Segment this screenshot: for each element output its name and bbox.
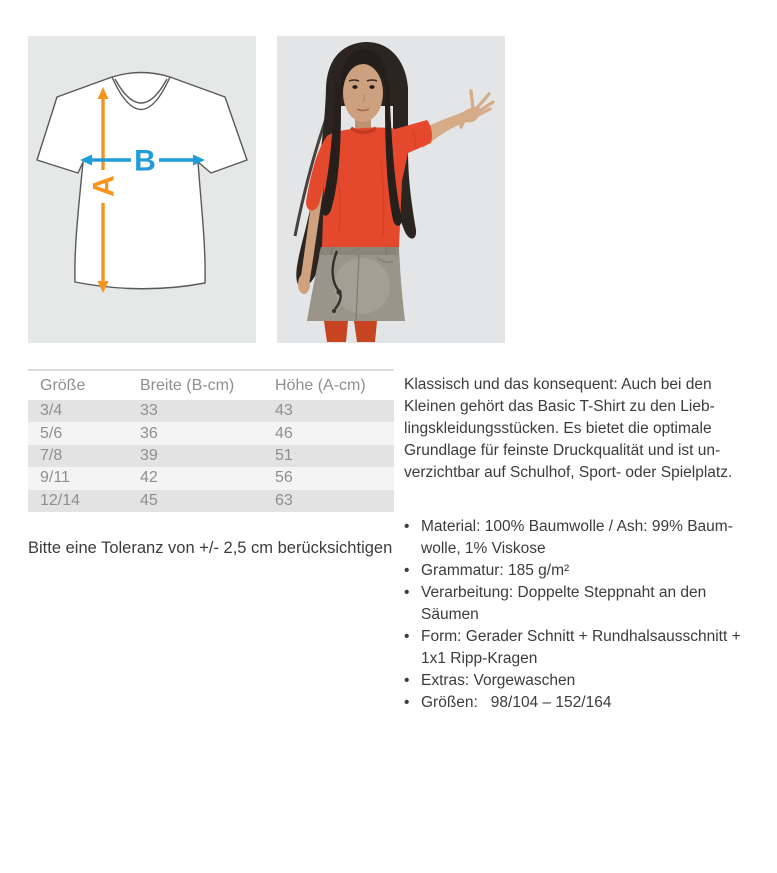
feature-extras: Extras: Vorgewaschen (421, 672, 576, 689)
model-photo-panel (277, 36, 505, 343)
bullet-marker: • (404, 562, 410, 579)
size-row (28, 490, 394, 512)
size-cell: 12/14 (40, 491, 81, 509)
height-cell: 46 (275, 424, 293, 442)
feature-shape: Form: Gerader Schnitt + Rundhalsausschnitt + 1x1 Ripp-Kragen (421, 628, 741, 667)
height-cell: 63 (275, 491, 293, 509)
bullet-marker: • (404, 672, 410, 689)
feature-item (404, 560, 749, 582)
height-cell: 51 (275, 446, 293, 464)
bullet-marker: • (404, 628, 410, 645)
size-cell: 5/6 (40, 424, 63, 442)
width-cell: 36 (140, 424, 158, 442)
dimension-label-a: A (87, 175, 121, 197)
feature-list (404, 516, 749, 714)
column-header-size: Größe (40, 376, 86, 394)
denim-skirt (307, 247, 405, 321)
size-table-section (28, 369, 394, 558)
feature-item (404, 516, 749, 560)
child-model-photo (277, 36, 505, 343)
dimension-label-b: B (134, 144, 156, 178)
size-cell: 7/8 (40, 446, 63, 464)
left-hand (298, 274, 310, 294)
width-cell: 45 (140, 491, 158, 509)
size-table (28, 369, 394, 512)
feature-workmanship: Verarbeitung: Doppelte Steppnaht an den Säumen (421, 584, 707, 623)
column-header-height: Höhe (A-cm) (275, 376, 366, 394)
size-row (28, 400, 394, 422)
size-diagram-panel (28, 36, 256, 343)
feature-item (404, 692, 749, 714)
size-row (28, 467, 394, 489)
size-row (28, 422, 394, 444)
feature-sizes: Größen: 98/104 – 152/164 (421, 694, 612, 711)
size-cell: 9/11 (40, 469, 70, 487)
product-description (404, 374, 749, 714)
face (343, 64, 383, 122)
width-cell: 42 (140, 469, 158, 487)
width-cell: 39 (140, 446, 158, 464)
feature-item (404, 670, 749, 692)
bullet-marker: • (404, 694, 410, 711)
height-cell: 56 (275, 469, 293, 487)
feature-material: Material: 100% Baumwolle / Ash: 99% Baumwolle, 1% Viskose (421, 518, 733, 557)
bullet-marker: • (404, 584, 410, 601)
size-cell: 3/4 (40, 402, 63, 420)
size-table-header-row (28, 370, 394, 400)
feature-grammage: Grammatur: 185 g/m² (421, 562, 570, 579)
bullet-marker: • (404, 518, 410, 535)
size-row (28, 445, 394, 467)
width-cell: 33 (140, 402, 158, 420)
tolerance-note: Bitte eine Toleranz von +/- 2,5 cm berücksichtigen (28, 538, 393, 557)
feature-item (404, 582, 749, 626)
height-cell: 43 (275, 402, 293, 420)
tshirt-measurement-diagram (28, 36, 256, 343)
feature-item (404, 626, 749, 670)
description-intro: Klassisch und das konsequent: Auch bei den Kleinen gehört das Basic T-Shirt zu den Lieblingskleidungsstücken. Es bietet die optimale Grundlage für feinste Druckqualität und ist unverzichtbar auf Schulhof, Sport- oder Spielplatz. (404, 376, 733, 481)
column-header-width: Breite (B-cm) (140, 376, 235, 394)
